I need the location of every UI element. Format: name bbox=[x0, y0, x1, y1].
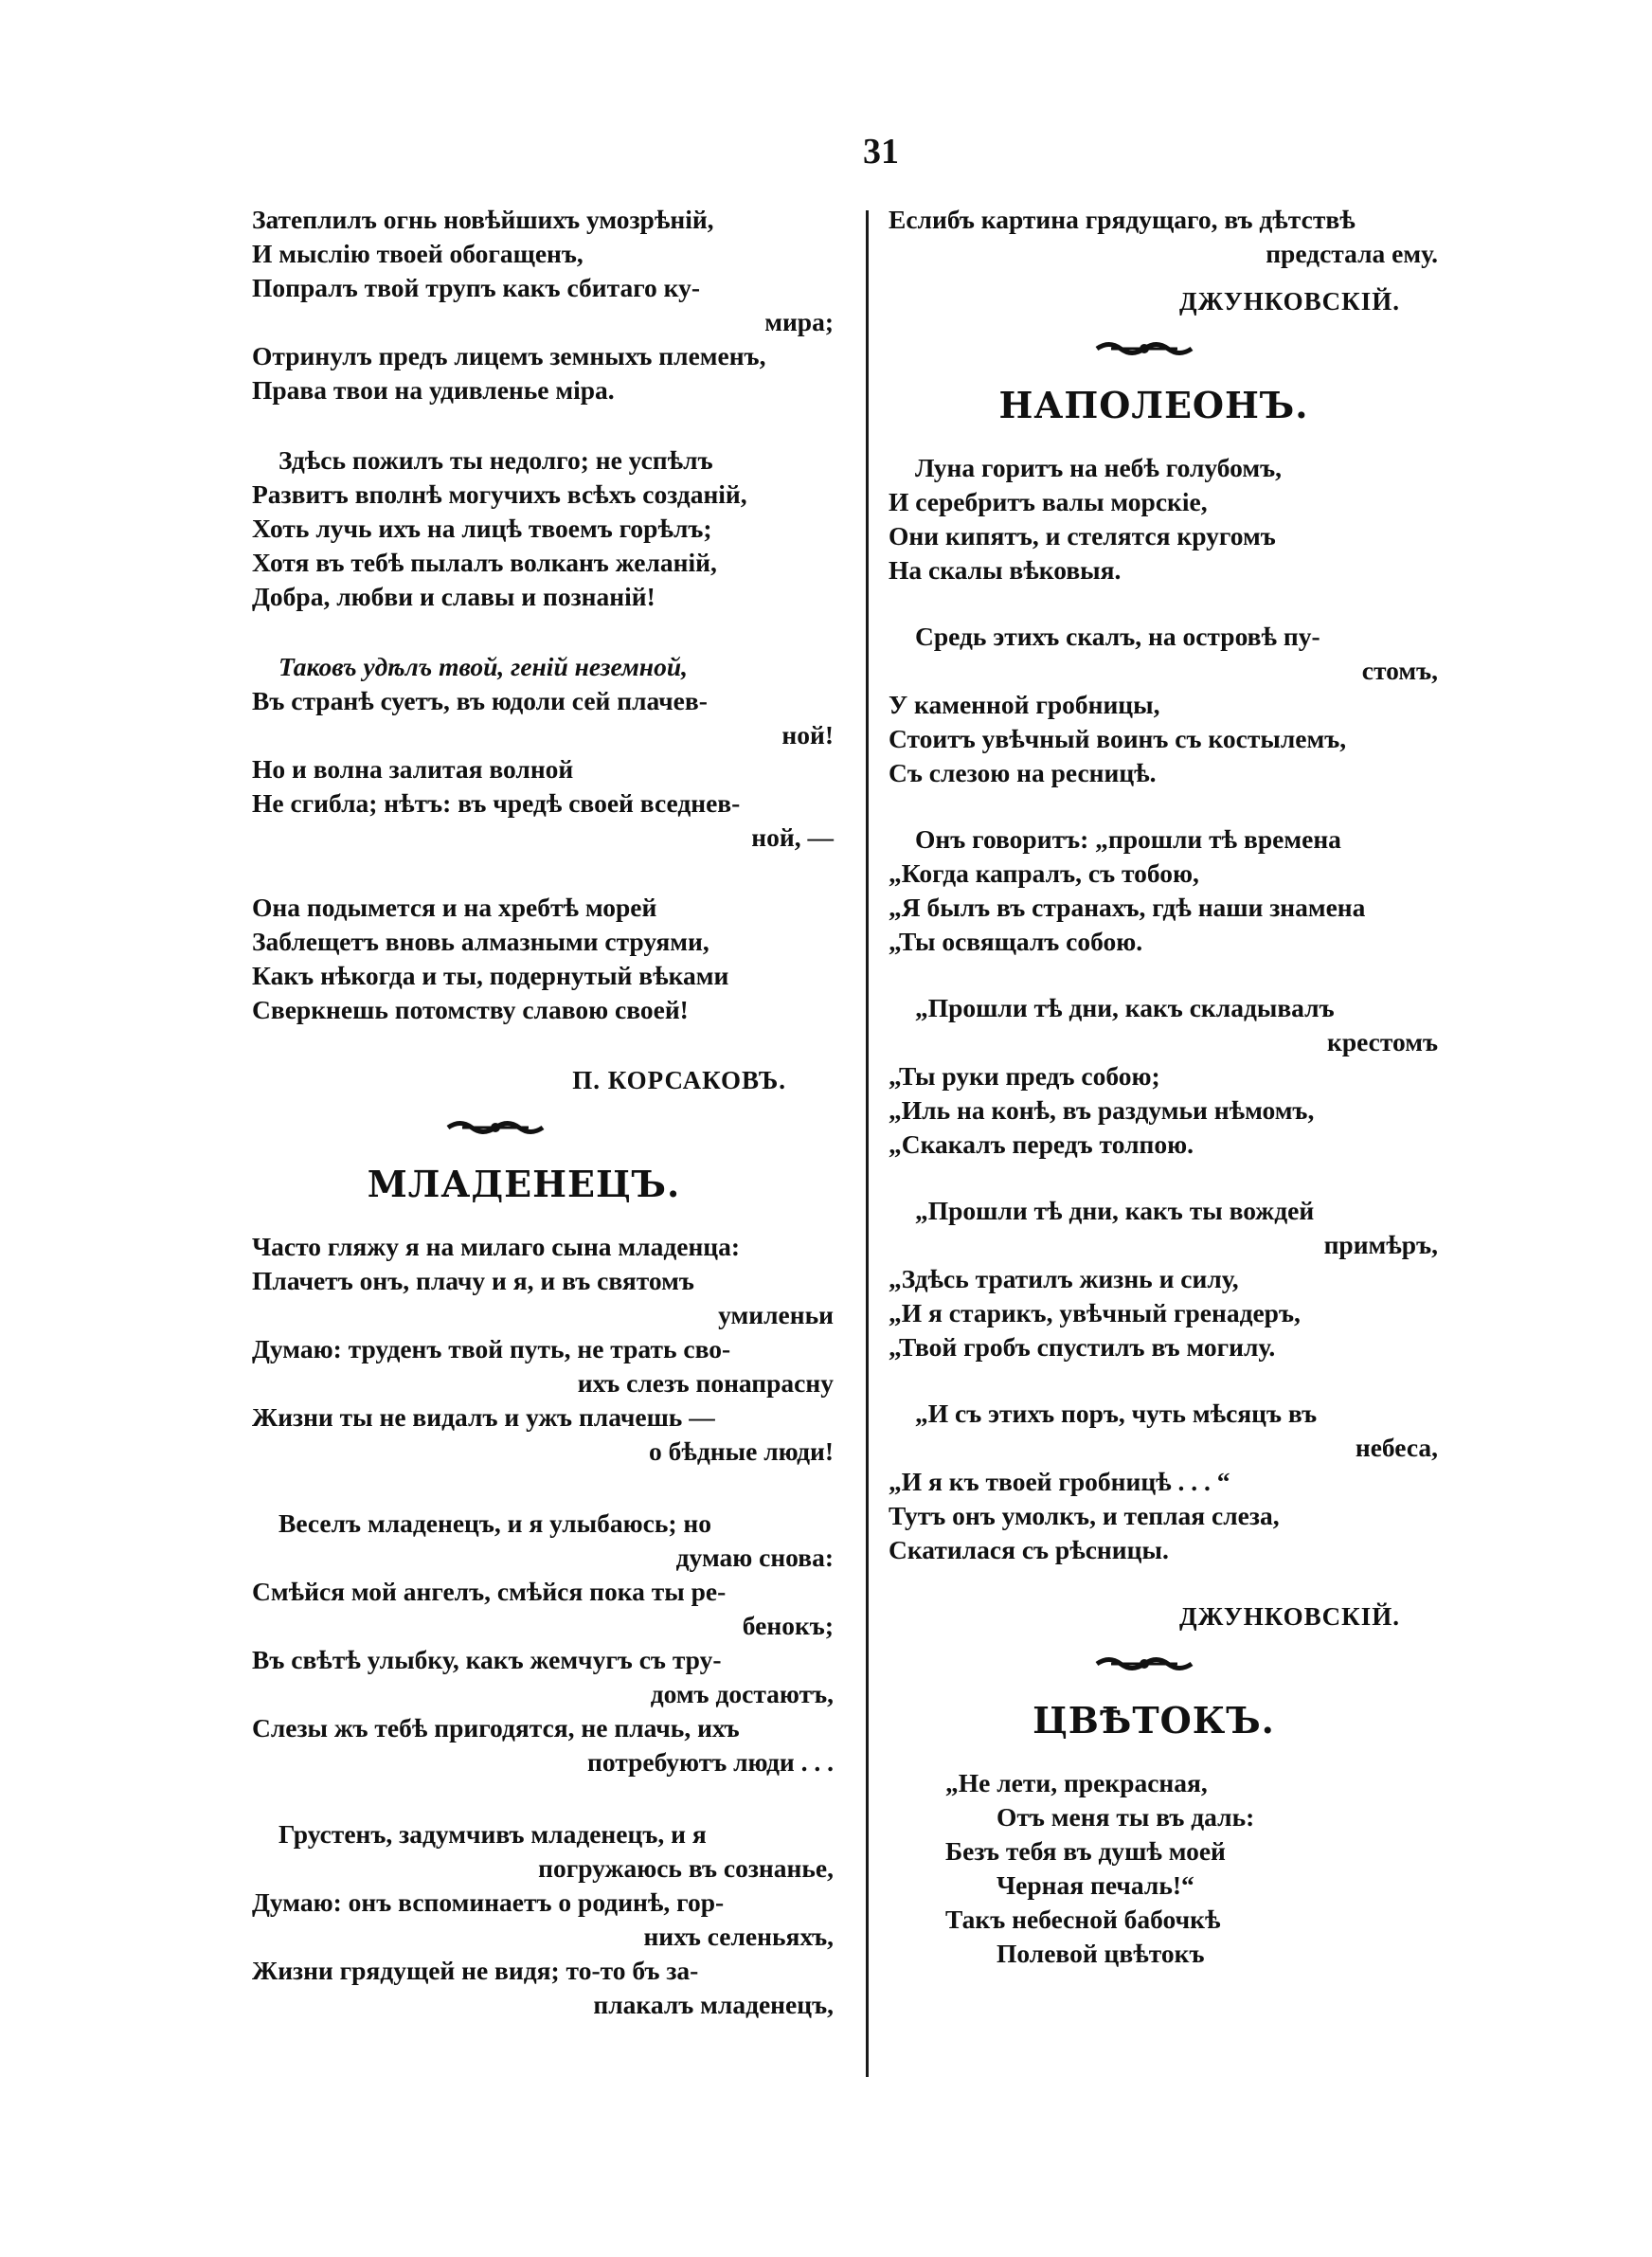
stanza bbox=[252, 443, 853, 614]
poem-line: ихъ слезъ понапрасну bbox=[577, 1368, 834, 1398]
poem-line: Она подымется и на хребтѣ морей bbox=[252, 893, 657, 922]
poem-line: предстала ему. bbox=[1266, 239, 1438, 268]
stanza bbox=[889, 620, 1457, 790]
flourish-ornament-icon bbox=[443, 1115, 548, 1140]
poem-line: Добра, любви и славы и познаній! bbox=[252, 582, 655, 611]
signature-dzhunkovsky-1: ДЖУНКОВСКІЙ. bbox=[1179, 287, 1400, 316]
stanza bbox=[889, 822, 1457, 959]
poem-line: Съ слезою на ресницѣ. bbox=[889, 758, 1157, 787]
stanza bbox=[252, 203, 853, 407]
poem-line: „Я былъ въ странахъ, гдѣ наши знамена bbox=[889, 893, 1366, 922]
ornament-divider-1 bbox=[252, 1114, 853, 1139]
poem-line: „Когда капралъ, съ тобою, bbox=[889, 858, 1199, 888]
poem-line: На скалы вѣковыя. bbox=[889, 555, 1122, 585]
stanza bbox=[252, 1817, 853, 2022]
poem-line: бенокъ; bbox=[742, 1611, 834, 1640]
poem-line: Въ свѣтѣ улыбку, какъ жемчугъ съ тру- bbox=[252, 1645, 722, 1674]
poem-line: Жизни грядущей не видя; то-то бъ за- bbox=[252, 1956, 699, 1985]
poem-line: о бѣдные люди! bbox=[649, 1436, 834, 1466]
poem-line: Отринулъ предъ лицемъ земныхъ племенъ, bbox=[252, 341, 766, 370]
poem-line: Таковъ удѣлъ твой, геній неземной, bbox=[278, 652, 688, 681]
poem-line: „Прошли тѣ дни, какъ складывалъ bbox=[915, 993, 1335, 1022]
poem-line: небеса, bbox=[1355, 1433, 1438, 1462]
poem-line: Смѣйся мой ангелъ, смѣйся пока ты ре- bbox=[252, 1577, 727, 1606]
poem-line: У каменной гробницы, bbox=[889, 690, 1160, 719]
poem-line: Средь этихъ скалъ, на островѣ пу- bbox=[915, 622, 1320, 651]
poem-line: ной! bbox=[781, 720, 834, 749]
poem-line: Жизни ты не видалъ и ужъ плачешь — bbox=[252, 1402, 715, 1432]
poem-line: нихъ селеньяхъ, bbox=[643, 1922, 834, 1951]
poem-line: Тутъ онъ умолкъ, и теплая слеза, bbox=[889, 1501, 1280, 1530]
poem-line: Луна горитъ на небѣ голубомъ, bbox=[915, 453, 1283, 482]
left-column bbox=[252, 203, 853, 2060]
poem-line: Въ странѣ суетъ, въ юдоли сей плачев- bbox=[252, 686, 708, 715]
poem1-continuation bbox=[252, 203, 853, 1027]
stanza bbox=[252, 1230, 853, 1469]
stanza bbox=[252, 650, 853, 855]
poem-line: „Скакалъ передъ толпою. bbox=[889, 1129, 1194, 1159]
poem-line: „Ты руки предъ собою; bbox=[889, 1061, 1160, 1091]
poem-line: потребуютъ люди . . . bbox=[587, 1747, 834, 1777]
stanza bbox=[252, 891, 853, 1027]
poem-napoleon bbox=[889, 451, 1457, 1567]
stanza bbox=[889, 1194, 1457, 1364]
poem-line: Хоть лучь ихъ на лицѣ твоемъ горѣлъ; bbox=[252, 514, 712, 543]
poem-line: Еслибъ картина грядущаго, въ дѣтствѣ bbox=[889, 205, 1356, 234]
ornament-divider-3 bbox=[889, 1651, 1457, 1675]
poem-line: Думаю: онъ вспоминаетъ о родинѣ, гор- bbox=[252, 1887, 725, 1917]
stanza bbox=[889, 451, 1457, 587]
poem-line: Черная печаль!“ bbox=[997, 1870, 1194, 1900]
stanza bbox=[252, 1507, 853, 1779]
poem-line: Здѣсь пожилъ ты недолго; не успѣлъ bbox=[278, 445, 713, 475]
poem-line: Думаю: труденъ твой путь, не трать сво- bbox=[252, 1334, 731, 1363]
poem-line: крестомъ bbox=[1326, 1027, 1438, 1056]
poem-line: погружаюсь въ сознанье, bbox=[538, 1853, 834, 1883]
stanza bbox=[889, 991, 1457, 1162]
poem-line: Попралъ твой трупъ какъ сбитаго ку- bbox=[252, 273, 700, 302]
poem-line: плакалъ младенецъ, bbox=[593, 1990, 834, 2019]
poem-line: Сверкнешь потомству славою своей! bbox=[252, 995, 689, 1024]
poem-title-mladenets: МЛАДЕНЕЦЪ. bbox=[367, 1163, 681, 1205]
ornament-divider-2 bbox=[889, 335, 1457, 360]
poem-line: Полевой цвѣтокъ bbox=[997, 1939, 1205, 1968]
right-column bbox=[889, 203, 1457, 1971]
poem-mladenets bbox=[252, 1230, 853, 2022]
poem-line: „Прошли тѣ дни, какъ ты вождей bbox=[915, 1196, 1315, 1225]
poem-line: Развитъ вполнѣ могучихъ всѣхъ созданій, bbox=[252, 479, 747, 509]
poem-title-tsvetok: ЦВѢТОКЪ. bbox=[1032, 1699, 1275, 1742]
poem-line: домъ достаютъ, bbox=[650, 1679, 834, 1708]
poem-line: Отъ меня ты въ даль: bbox=[997, 1802, 1255, 1832]
poem-line: Веселъ младенецъ, и я улыбаюсь; но bbox=[278, 1508, 711, 1538]
poem-line: Права твои на удивленье міра. bbox=[252, 375, 615, 405]
poem-line: мира; bbox=[764, 307, 834, 336]
poem-line: Заблещетъ вновь алмазными струями, bbox=[252, 927, 709, 956]
poem-line: И мыслію твоей обогащенъ, bbox=[252, 239, 584, 268]
poem-line: Онъ говоритъ: „прошли тѣ времена bbox=[915, 824, 1341, 854]
poem-line: Скатилася съ рѣсницы. bbox=[889, 1535, 1169, 1564]
poem-line: умиленьи bbox=[718, 1300, 834, 1329]
poem-line: Хотя въ тебѣ пылалъ волканъ желаній, bbox=[252, 548, 717, 577]
column-divider bbox=[866, 210, 869, 2077]
poem-line: Но и волна залитая волной bbox=[252, 754, 574, 784]
poem-tsvetok bbox=[889, 1766, 1457, 1971]
poem-line: Плачетъ онъ, плачу и я, и въ святомъ bbox=[252, 1266, 694, 1295]
poem-title-napoleon: НАПОЛЕОНЪ. bbox=[998, 384, 1309, 426]
poem-line: „Не лети, прекрасная, bbox=[945, 1768, 1208, 1797]
poem-line: Стоитъ увѣчный воинъ съ костылемъ, bbox=[889, 724, 1347, 753]
poem-line: Они кипятъ, и стелятся кругомъ bbox=[889, 521, 1276, 551]
poem-line: думаю снова: bbox=[675, 1543, 834, 1572]
poem-line: Затеплилъ огнь новѣйшихъ умозрѣній, bbox=[252, 205, 714, 234]
poem-line: „И я къ твоей гробницѣ . . . “ bbox=[889, 1467, 1230, 1496]
poem-line: Часто гляжу я на милаго сына младенца: bbox=[252, 1232, 741, 1261]
poem-line: „Ты освящалъ собою. bbox=[889, 927, 1143, 956]
flourish-ornament-icon bbox=[1092, 1652, 1196, 1676]
poem-line: Не сгибла; нѣтъ: въ чредѣ своей вседнев- bbox=[252, 788, 741, 818]
poem-line: Какъ нѣкогда и ты, подернутый вѣками bbox=[252, 961, 729, 990]
poem-line: „Твой гробъ спустилъ въ могилу. bbox=[889, 1332, 1276, 1362]
poem-line: Такъ небесной бабочкѣ bbox=[945, 1905, 1221, 1934]
signature-korsakov: П. КОРСАКОВЪ. bbox=[572, 1066, 786, 1094]
flourish-ornament-icon bbox=[1092, 336, 1196, 361]
poem-line: примѣръ, bbox=[1323, 1230, 1438, 1259]
poem-mladenets-ending bbox=[889, 203, 1457, 271]
poem-line: Безъ тебя въ душѣ моей bbox=[945, 1836, 1226, 1866]
signature-dzhunkovsky-2: ДЖУНКОВСКІЙ. bbox=[1179, 1602, 1400, 1631]
poem-line: Грустенъ, задумчивъ младенецъ, и я bbox=[278, 1819, 707, 1849]
stanza bbox=[889, 1397, 1457, 1567]
page-number: 31 bbox=[863, 132, 899, 172]
poem-line: И серебритъ валы морскіе, bbox=[889, 487, 1208, 516]
poem-line: „Иль на конѣ, въ раздумьи нѣмомъ, bbox=[889, 1095, 1315, 1125]
poem-line: Слезы жъ тебѣ пригодятся, не плачь, ихъ bbox=[252, 1713, 740, 1742]
poem-line: ной, — bbox=[751, 822, 834, 852]
poem-line: „Здѣсь тратилъ жизнь и силу, bbox=[889, 1264, 1239, 1293]
poem-line: „И съ этихъ поръ, чуть мѣсяцъ въ bbox=[915, 1399, 1318, 1428]
poem-line: стомъ, bbox=[1361, 656, 1438, 685]
poem-line: „И я старикъ, увѣчный гренадеръ, bbox=[889, 1298, 1301, 1327]
